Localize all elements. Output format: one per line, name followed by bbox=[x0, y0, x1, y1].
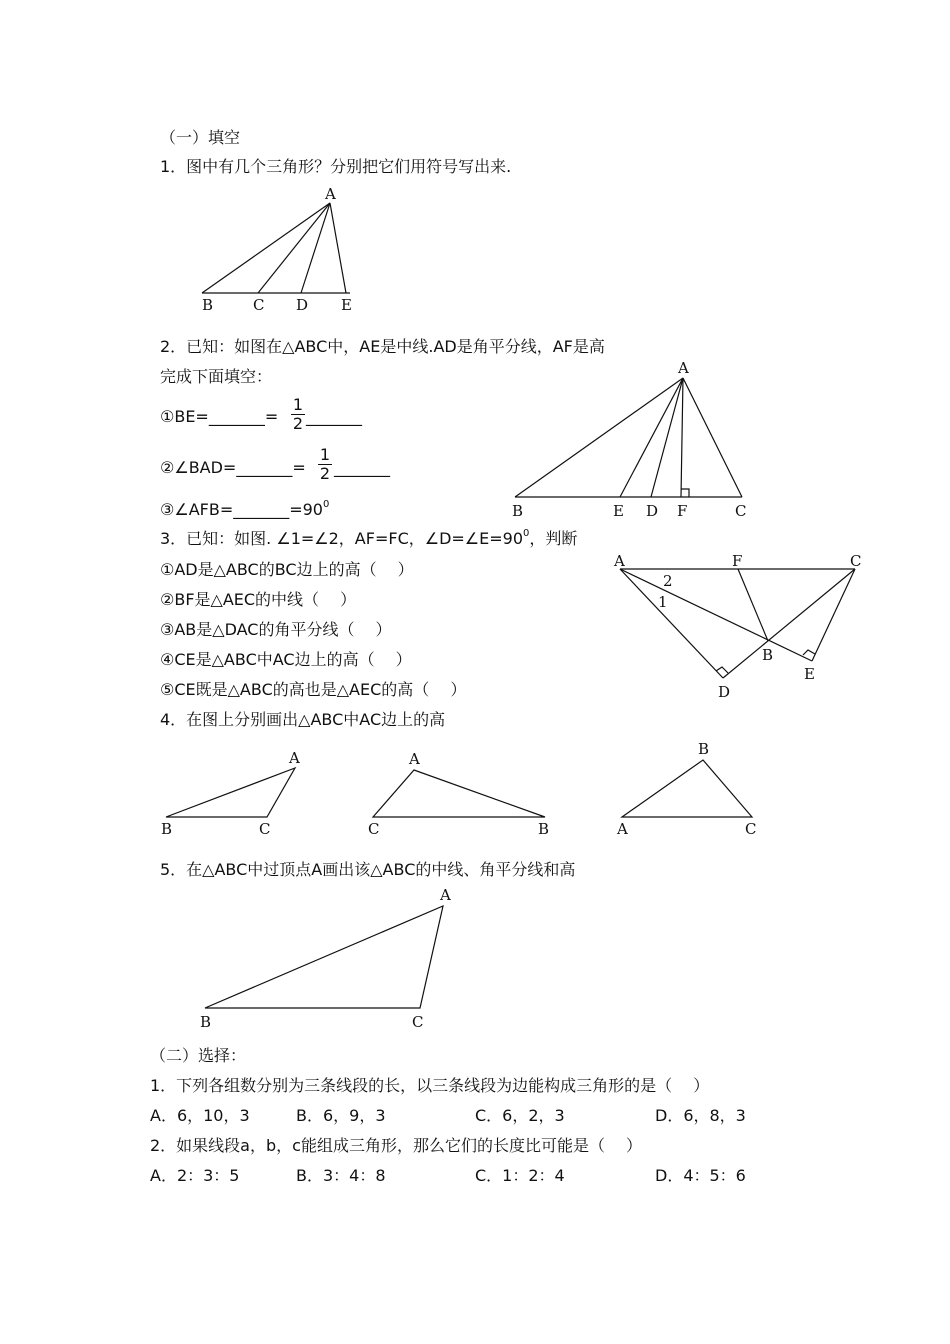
q3-label-a: A bbox=[614, 552, 625, 570]
s2-q2-text: 2．如果线段a，b，c能组成三角形，那么它们的长度比可能是（ ） bbox=[150, 1136, 643, 1155]
s2-q1-option-d: D．6，8，3 bbox=[655, 1106, 746, 1125]
q4-fig1-label-b: B bbox=[161, 820, 173, 838]
q5-label-b: B bbox=[200, 1013, 212, 1031]
section1-title: （一）填空 bbox=[160, 128, 241, 147]
q2-label-c: C bbox=[735, 502, 747, 520]
q3-label-d: D bbox=[718, 683, 731, 701]
q3-item-4: ④CE是△ABC中AC边上的高（ ） bbox=[160, 650, 412, 669]
s2-q2-option-d: D．4：5：6 bbox=[655, 1166, 746, 1185]
q2-label-d: D bbox=[646, 502, 659, 520]
q1-text: 1．图中有几个三角形？分别把它们用符号写出来. bbox=[160, 157, 512, 176]
q3-item-2: ②BF是△AEC的中线（ ） bbox=[160, 590, 357, 609]
q4-fig1-label-c: C bbox=[259, 820, 271, 838]
q2-line3: $③\angle AFB=\_\_\_\_\_\_\_=90^0$ bbox=[160, 499, 330, 519]
q3-label-b: B bbox=[762, 646, 774, 664]
q1-label-a: A bbox=[325, 185, 336, 203]
q2-line1-prefix: ①BE=_______= bbox=[160, 407, 279, 426]
q2-line2-suffix: _______ bbox=[334, 458, 390, 477]
q1-label-e: E bbox=[341, 296, 352, 314]
q2-line2-half: 1 2 bbox=[319, 445, 331, 483]
q3-label-angle2: 2 bbox=[663, 572, 673, 590]
s2-q1-option-a: A．6，10，3 bbox=[150, 1106, 250, 1125]
q4-fig1-label-a: A bbox=[289, 749, 300, 767]
q1-label-d: D bbox=[296, 296, 309, 314]
q4-fig3-label-a: A bbox=[617, 820, 628, 838]
q4-fig2-label-c: C bbox=[368, 820, 380, 838]
q4-fig2-label-b: B bbox=[538, 820, 550, 838]
q3-label-c: C bbox=[850, 552, 862, 570]
q2-label-e: E bbox=[613, 502, 624, 520]
s2-q2-option-a: A．2：3：5 bbox=[150, 1166, 240, 1185]
q3-item-1: ①AD是△ABC的BC边上的高（ ） bbox=[160, 560, 414, 579]
q3-label-e: E bbox=[804, 665, 815, 683]
q4-fig3-label-b: B bbox=[698, 740, 710, 758]
q3-text: 3．已知：如图. ∠1=∠2，AF=FC，$\angle D=\angle E=90^0$，判断 bbox=[160, 528, 578, 548]
q3-label-f: F bbox=[732, 552, 743, 570]
q2-label-a: A bbox=[678, 359, 689, 377]
q5-label-c: C bbox=[412, 1013, 424, 1031]
q3-item-3: ③AB是△DAC的角平分线（ ） bbox=[160, 620, 392, 639]
q3-label-angle1: 1 bbox=[658, 593, 668, 611]
q4-fig3-label-c: C bbox=[745, 820, 757, 838]
s2-q1-text: 1．下列各组数分别为三条线段的长，以三条线段为边能构成三角形的是（ ） bbox=[150, 1076, 710, 1095]
q2-instruction: 完成下面填空： bbox=[160, 367, 273, 386]
q2-text: 2．已知：如图在△ABC中，AE是中线.AD是角平分线，AF是高 bbox=[160, 337, 605, 356]
s2-q2-option-b: B．3：4：8 bbox=[296, 1166, 386, 1185]
q5-text: 5．在△ABC中过顶点A画出该△ABC的中线、角平分线和高 bbox=[160, 860, 576, 879]
q3-item-5: ⑤CE既是△ABC的高也是△AEC的高（ ） bbox=[160, 680, 467, 699]
s2-q2-option-c: C．1：2：4 bbox=[475, 1166, 565, 1185]
q2-line1-half: 1 2 bbox=[292, 395, 304, 433]
q1-label-b: B bbox=[202, 296, 214, 314]
q2-label-f: F bbox=[677, 502, 688, 520]
q1-label-c: C bbox=[253, 296, 265, 314]
q2-label-b: B bbox=[512, 502, 524, 520]
q4-fig2-label-a: A bbox=[409, 750, 420, 768]
section2-title: （二）选择： bbox=[150, 1046, 247, 1065]
q4-text: 4．在图上分别画出△ABC中AC边上的高 bbox=[160, 710, 446, 729]
q2-line1-suffix: _______ bbox=[306, 407, 362, 426]
s2-q1-option-b: B．6，9，3 bbox=[296, 1106, 386, 1125]
s2-q1-option-c: C．6，2，3 bbox=[475, 1106, 565, 1125]
q2-line2-prefix: ②∠BAD=_______= bbox=[160, 458, 306, 477]
q5-label-a: A bbox=[440, 886, 451, 904]
